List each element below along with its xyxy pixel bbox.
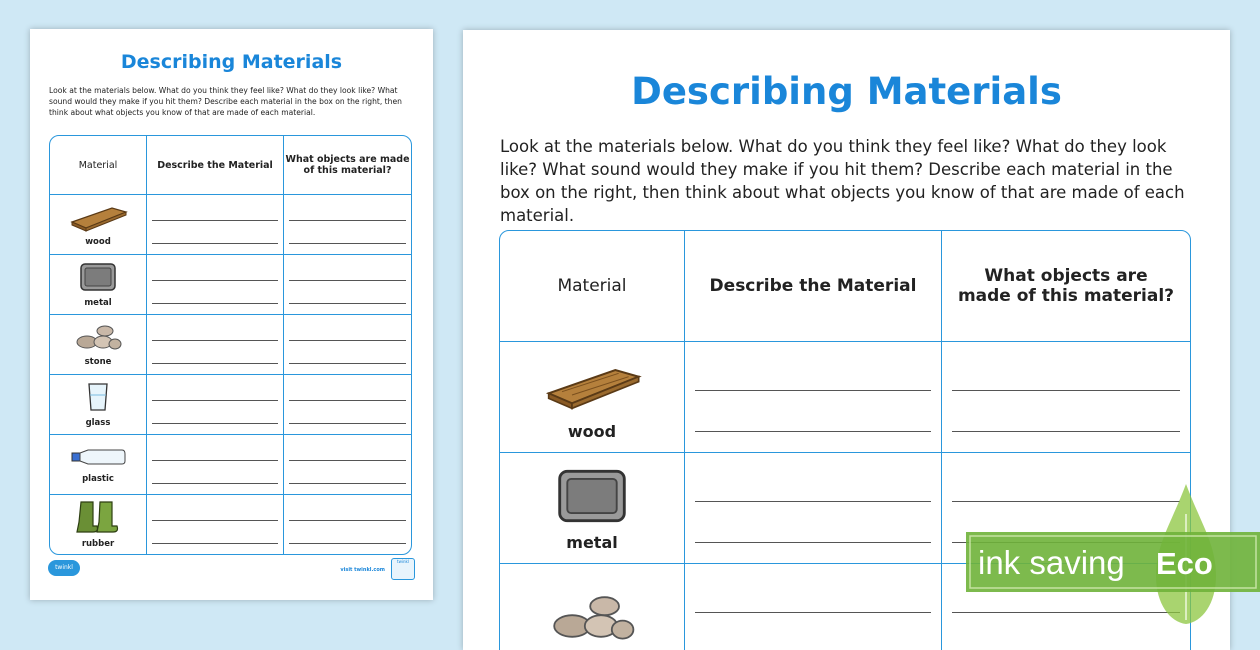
material-name: stone [84,357,112,367]
footer-badge-icon: twinkl [391,558,415,580]
material-cell [50,315,147,375]
stones-icon [73,322,123,352]
table-row [50,315,411,375]
describe-cell[interactable] [147,255,284,315]
material-cell [50,195,147,255]
material-cell [50,375,147,435]
describe-cell[interactable] [147,435,284,495]
objects-cell[interactable] [284,375,411,435]
glass-icon [83,381,113,413]
material-cell [500,564,685,650]
table-row [50,435,411,495]
objects-cell[interactable] [284,435,411,495]
table-row [500,342,1190,453]
header-material: Material [500,231,685,342]
header-describe: Describe the Material [685,231,942,342]
material-cell [50,435,147,495]
worksheet-title: Describing Materials [631,70,1062,113]
twinkl-logo: twinkl [48,560,80,576]
objects-cell[interactable] [284,255,411,315]
material-name: rubber [81,539,115,549]
rubber-boots-icon [73,500,123,534]
eco-badge-tag: Eco [1156,546,1213,581]
table-header-row [50,136,411,195]
material-name: metal [566,532,618,552]
worksheet-title: Describing Materials [120,51,343,73]
wood-plank-icon [542,354,642,416]
material-cell [500,342,685,453]
small-worksheet [30,29,433,600]
table-row [50,375,411,435]
material-name: wood [567,421,617,441]
material-name: plastic [82,474,114,484]
material-name: wood [85,237,111,247]
material-cell [50,255,147,315]
metal-tray-icon [554,465,630,527]
objects-cell[interactable] [284,315,411,375]
describe-cell[interactable] [147,195,284,255]
describe-cell[interactable] [685,453,942,564]
material-name: glass [85,418,111,428]
header-material: Material [50,136,147,195]
wood-plank-icon [68,202,128,232]
describe-cell[interactable] [147,495,284,554]
table-row [50,495,411,554]
describe-cell[interactable] [147,315,284,375]
metal-tray-icon [78,261,118,293]
table-header-row [500,231,1190,342]
footer-url: visit twinkl.com [340,567,385,573]
objects-cell[interactable] [942,342,1190,453]
describe-cell[interactable] [685,564,942,650]
plastic-bottle-icon [68,445,128,469]
material-cell [500,453,685,564]
ink-saving-eco-badge [966,484,1260,630]
worksheet-instructions: Look at the materials below. What do you think they feel like? What do they look like? What sound would they make if you hit them? Describe each material in the box on the right, then think about what objects you know of that are made of each material. [49,86,402,117]
header-describe: Describe the Material [147,136,284,195]
objects-cell[interactable] [284,195,411,255]
materials-table [49,135,412,555]
describe-cell[interactable] [685,342,942,453]
eco-badge-text: ink saving [978,544,1125,581]
stones-icon [547,589,637,645]
material-name: metal [84,298,112,308]
header-objects: What objects are made of this material? [284,136,411,195]
table-row [50,195,411,255]
table-row [50,255,411,315]
worksheet-instructions: Look at the materials below. What do you think they feel like? What do they look like? What sound would they make if you hit them? Describe each material in the box on the right, then think about what objects you know of that are made of each material. [500,137,1185,225]
describe-cell[interactable] [147,375,284,435]
objects-cell[interactable] [284,495,411,554]
material-cell [50,495,147,554]
header-objects: What objects are made of this material? [942,231,1190,342]
